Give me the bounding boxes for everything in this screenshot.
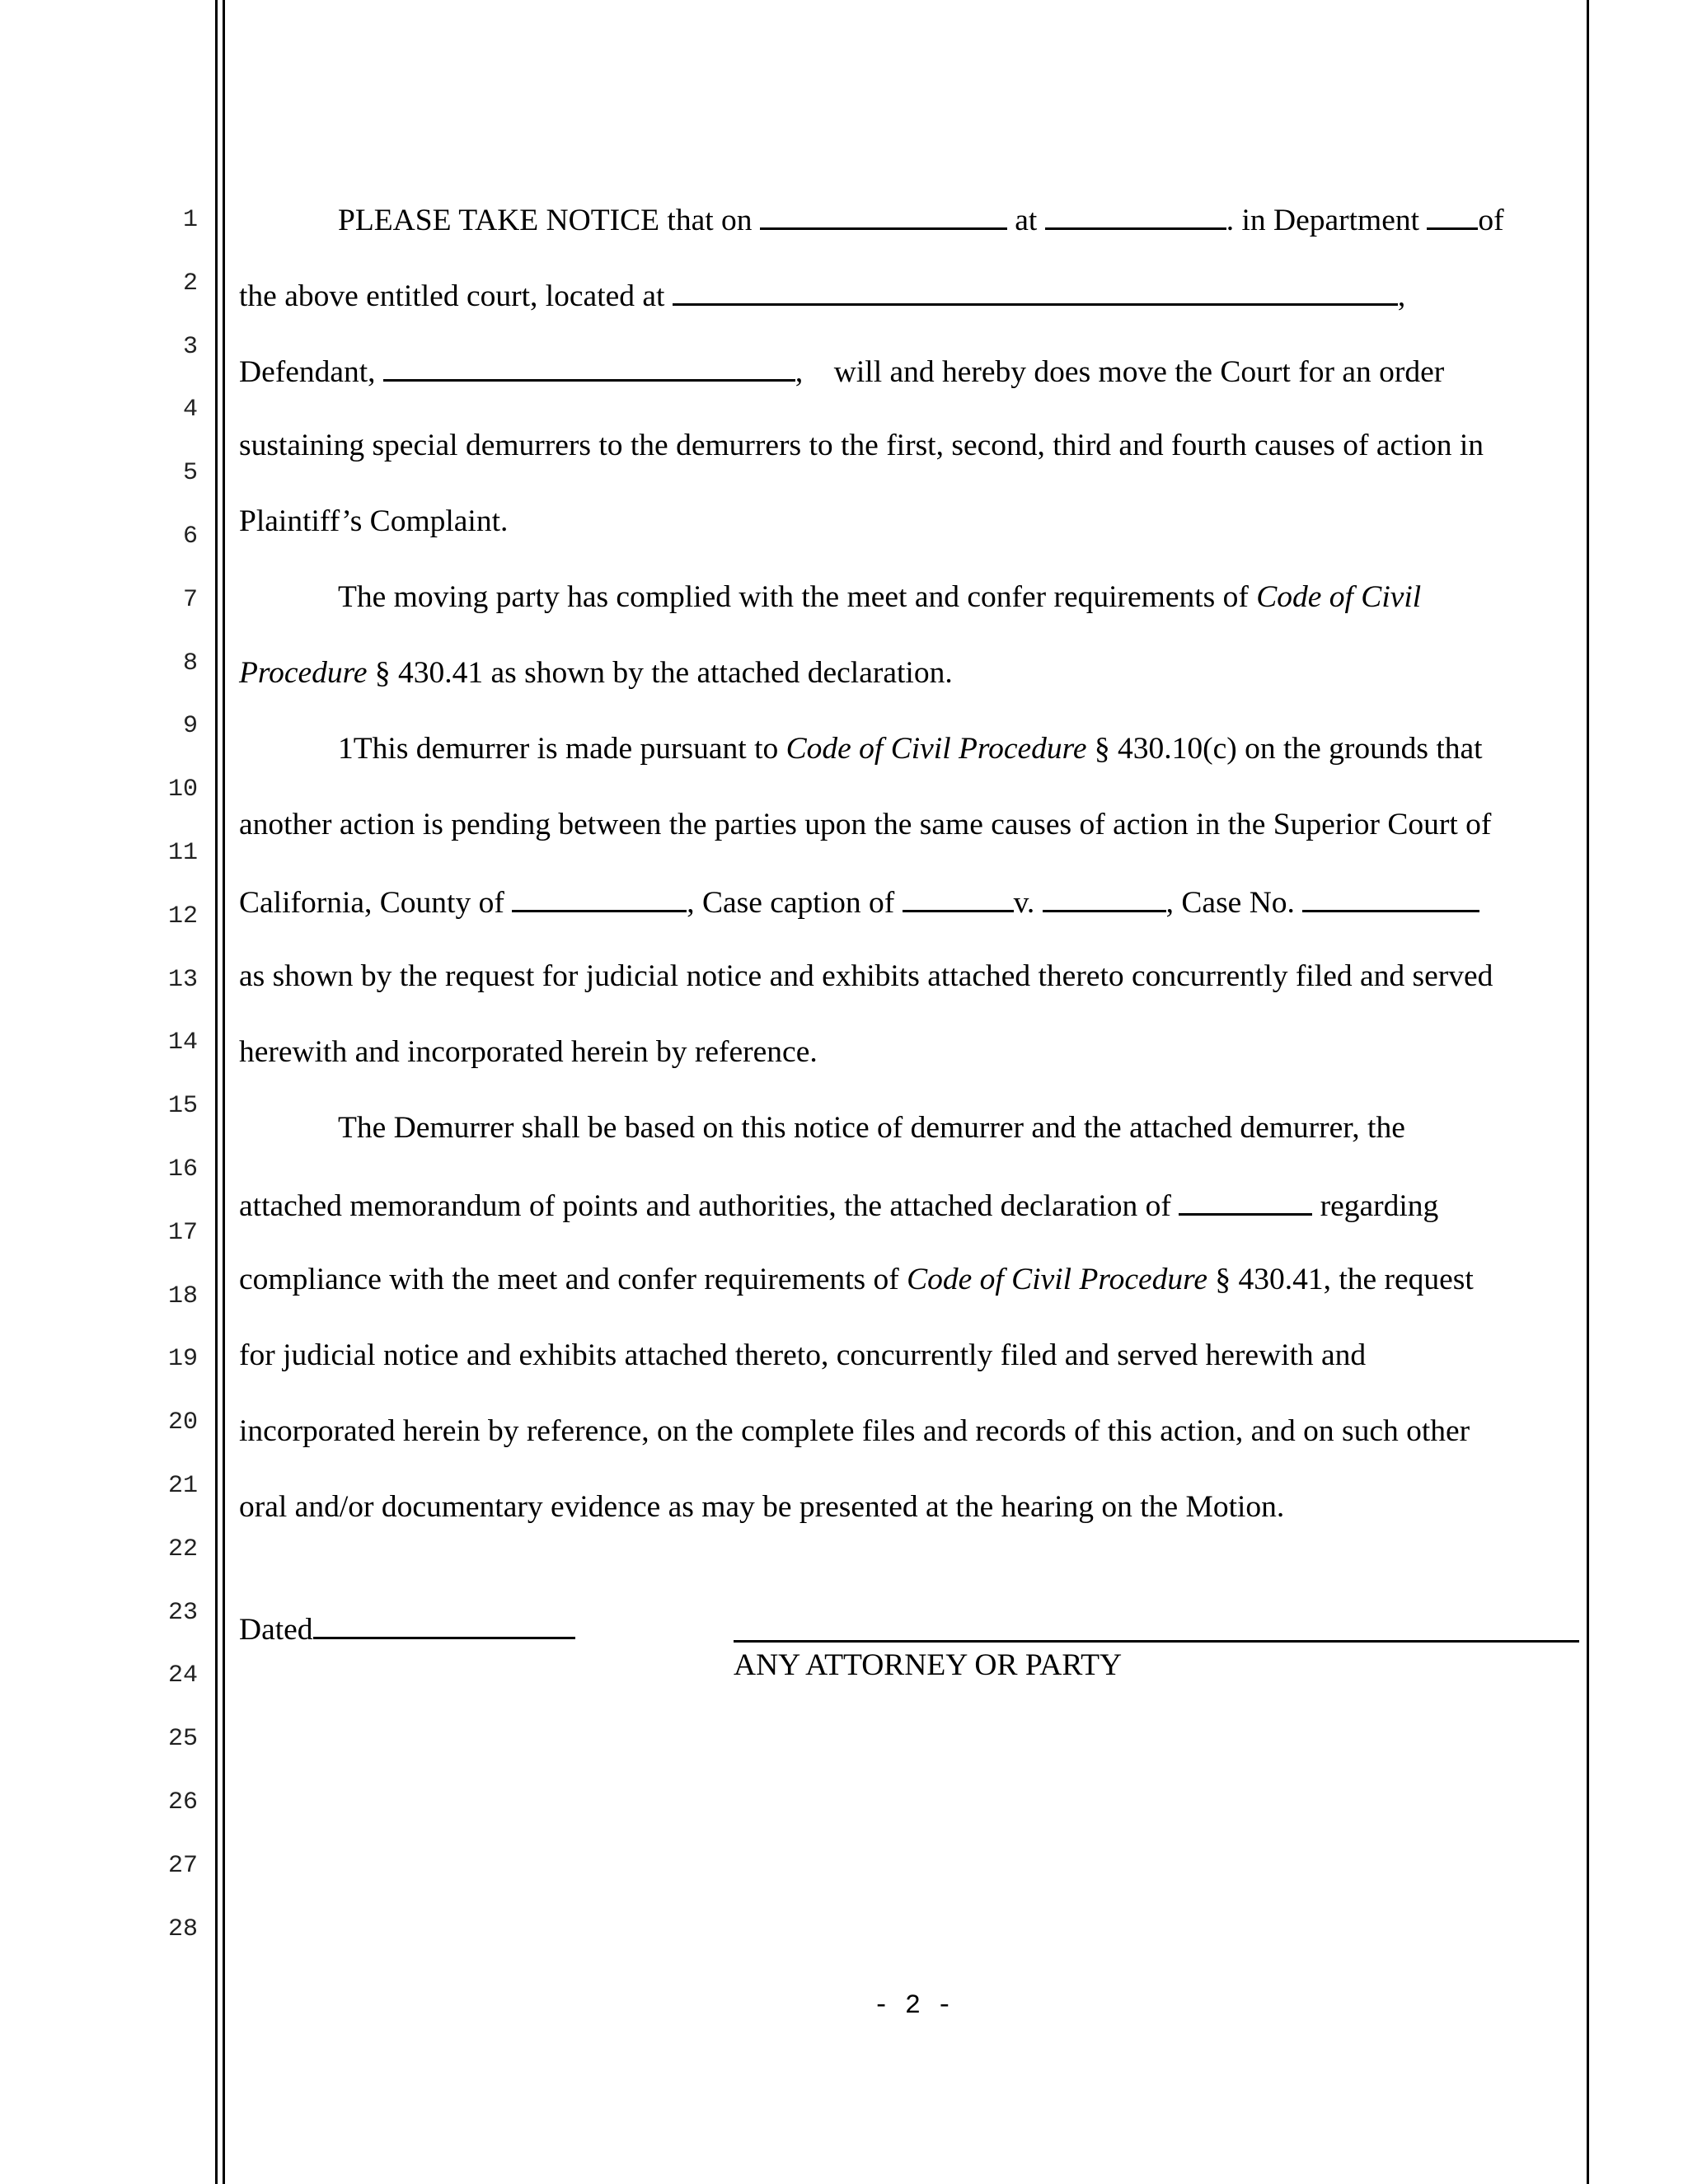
left-margin-rule-inner: [223, 0, 225, 2184]
line-number-6: 6: [182, 523, 198, 551]
line-number-5: 5: [182, 459, 198, 488]
paragraph-basis-line-3: compliance with the meet and confer requirements of Code of Civil Procedure § 430.41, the request: [239, 1263, 1474, 1296]
line-number-13: 13: [167, 965, 198, 994]
line-number-column: [0, 0, 206, 2184]
dated-blank[interactable]: [313, 1605, 575, 1639]
paragraph-basis-line-1: The Demurrer shall be based on this notice of demurrer and the attached demurrer, the: [338, 1111, 1405, 1145]
line-number-26: 26: [167, 1788, 198, 1816]
line-number-8: 8: [182, 649, 198, 677]
caption-defendant-blank[interactable]: [1043, 879, 1166, 912]
line-number-19: 19: [167, 1345, 198, 1374]
case-number-blank[interactable]: [1302, 879, 1479, 912]
line-number-28: 28: [167, 1915, 198, 1943]
line-number-11: 11: [167, 839, 198, 867]
paragraph-meet-confer-line-2: Procedure § 430.41 as shown by the attached declaration.: [239, 656, 953, 690]
paragraph-basis-line-5: incorporated herein by reference, on the complete files and records of this action, and on such other: [239, 1414, 1470, 1448]
paragraph-notice-line-2: the above entitled court, located at ,: [239, 272, 1582, 348]
line-number-15: 15: [167, 1092, 198, 1121]
paragraph-notice-line-4: sustaining special demurrers to the demurrers to the first, second, third and fourth causes of action in: [239, 429, 1484, 462]
time-blank[interactable]: [1045, 196, 1226, 230]
line-number-7: 7: [182, 585, 198, 614]
line-number-3: 3: [182, 332, 198, 361]
paragraph-basis-line-4: for judicial notice and exhibits attached thereto, concurrently filed and served herewith and: [239, 1338, 1367, 1372]
paragraph-basis-line-2: attached memorandum of points and authorities, the attached declaration of regarding: [239, 1182, 1582, 1258]
line-number-14: 14: [167, 1029, 198, 1057]
left-margin-rule-outer: [215, 0, 218, 2184]
line-number-16: 16: [167, 1155, 198, 1183]
paragraph-meet-confer-line-1: The moving party has complied with the meet and confer requirements of Code of Civil: [338, 580, 1422, 614]
signature-label: ANY ATTORNEY OR PARTY: [734, 1648, 1123, 1682]
line-number-25: 25: [167, 1725, 198, 1754]
line-number-9: 9: [182, 712, 198, 741]
paragraph-notice-line-1: PLEASE TAKE NOTICE that on at . in Department of: [239, 196, 1582, 272]
paragraph-basis-line-6: oral and/or documentary evidence as may be presented at the hearing on the Motion.: [239, 1490, 1285, 1524]
line-number-17: 17: [167, 1218, 198, 1247]
line-number-21: 21: [167, 1472, 198, 1500]
caption-plaintiff-blank[interactable]: [903, 879, 1014, 912]
department-blank[interactable]: [1427, 196, 1478, 230]
declarant-blank[interactable]: [1179, 1182, 1312, 1216]
line-number-24: 24: [167, 1661, 198, 1690]
paragraph-notice-line-5: Plaintiff’s Complaint.: [239, 504, 509, 538]
line-number-23: 23: [167, 1598, 198, 1627]
line-number-12: 12: [167, 902, 198, 930]
signature-line[interactable]: [734, 1640, 1579, 1643]
line-number-4: 4: [182, 396, 198, 424]
document-body: [239, 196, 1582, 1561]
dated-label: Dated: [239, 1613, 313, 1647]
page-number: - 2 -: [873, 1990, 953, 2021]
defendant-name-blank[interactable]: [383, 348, 795, 382]
paragraph-grounds-line-4: as shown by the request for judicial notice and exhibits attached thereto concurrently filed and served: [239, 959, 1493, 993]
paragraph-grounds-line-2: another action is pending between the parties upon the same causes of action in the Superior Court of: [239, 808, 1492, 841]
line-number-10: 10: [167, 776, 198, 804]
dated-row: [239, 1605, 575, 1652]
paragraph-grounds-line-3: California, County of , Case caption of v. , Case No.: [239, 879, 1582, 954]
right-margin-rule: [1587, 0, 1589, 2184]
line-number-18: 18: [167, 1282, 198, 1310]
line-number-20: 20: [167, 1408, 198, 1437]
paragraph-grounds-line-5: herewith and incorporated herein by reference.: [239, 1035, 818, 1069]
county-blank[interactable]: [512, 879, 687, 912]
line-number-22: 22: [167, 1535, 198, 1563]
paragraph-grounds-line-1: 1This demurrer is made pursuant to Code of Civil Procedure § 430.10(c) on the grounds that: [338, 732, 1483, 766]
paragraph-notice-line-3: Defendant, , will and hereby does move the Court for an order: [239, 348, 1582, 424]
court-location-blank[interactable]: [673, 272, 1398, 306]
line-number-1: 1: [182, 206, 198, 234]
date-blank[interactable]: [760, 196, 1007, 230]
line-number-2: 2: [182, 269, 198, 298]
line-number-27: 27: [167, 1851, 198, 1880]
